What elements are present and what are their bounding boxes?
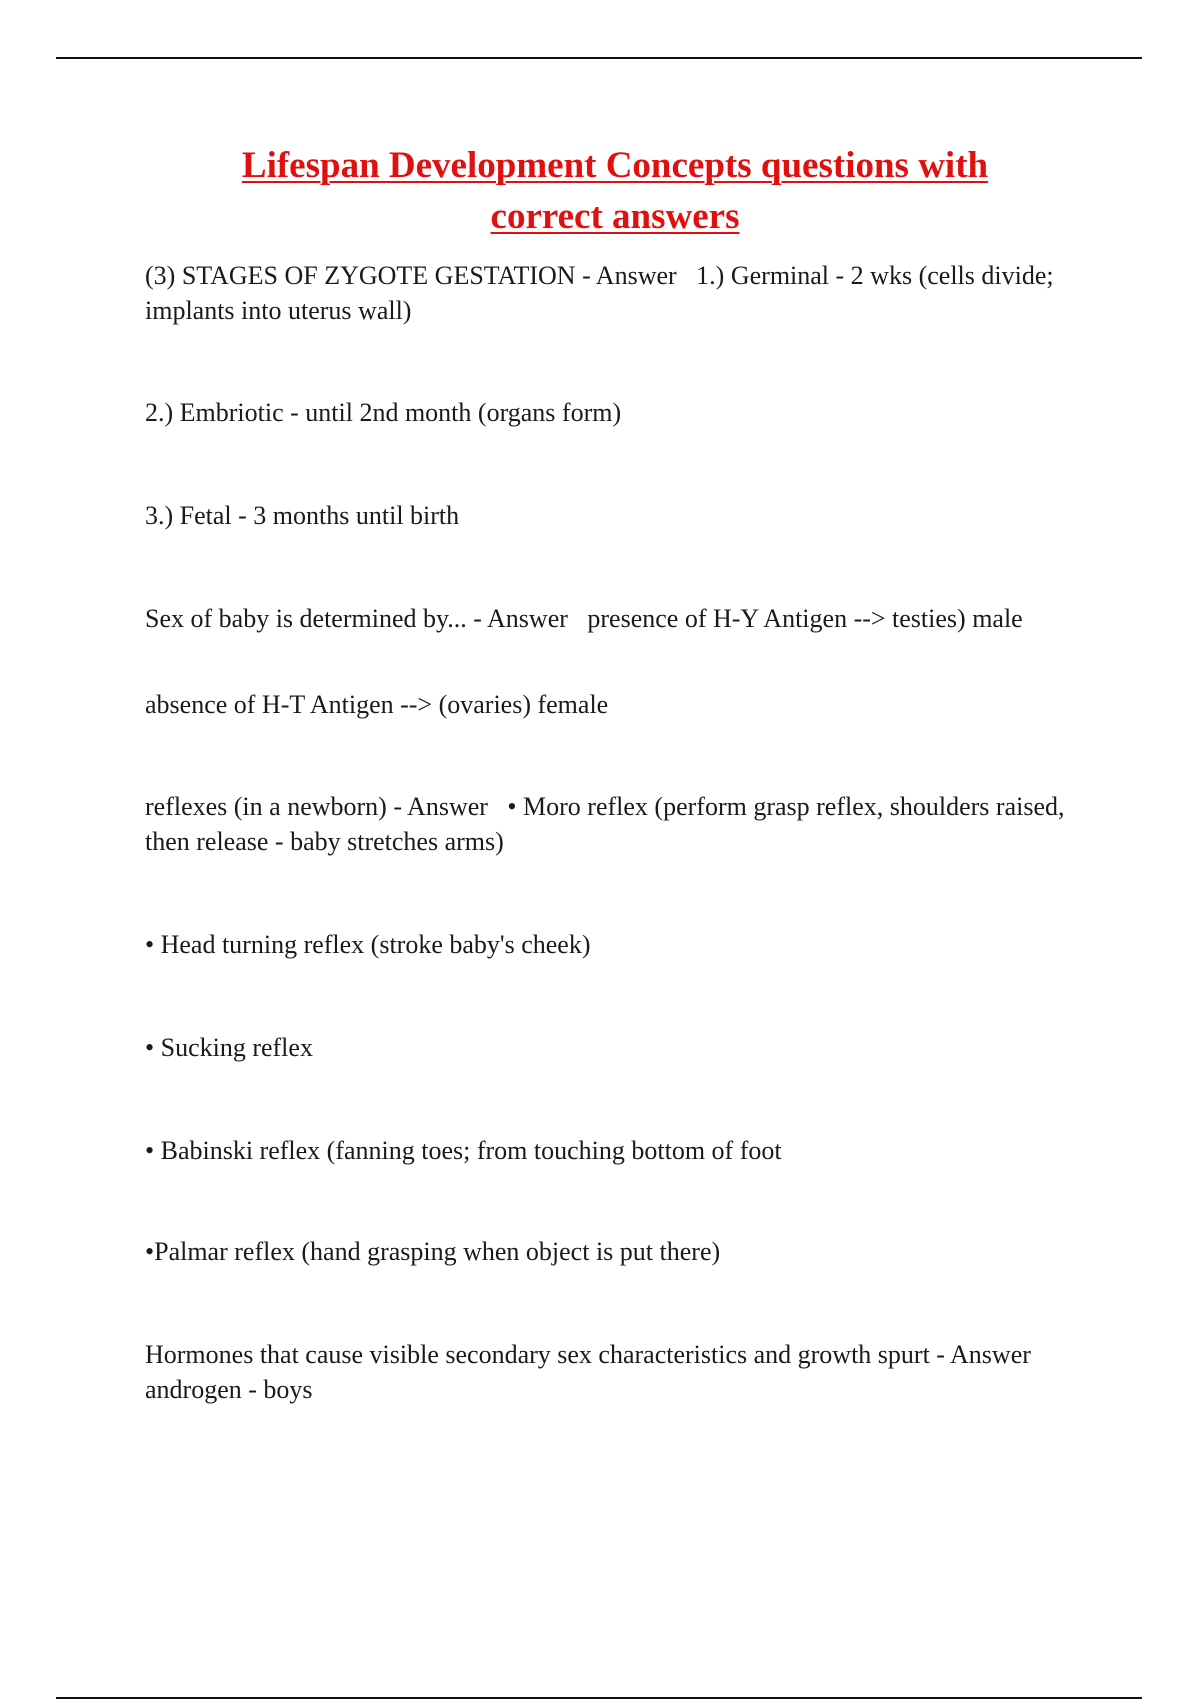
- paragraph-palmar-reflex: •Palmar reflex (hand grasping when object is put there): [145, 1237, 721, 1266]
- paragraph-stages-of-gestation: (3) STAGES OF ZYGOTE GESTATION - Answer 1.) Germinal - 2 wks (cells divide; implants into uterus wall): [145, 261, 1061, 325]
- title-line-2: correct answers: [490, 196, 740, 237]
- paragraph-reflexes: reflexes (in a newborn) - Answer • Moro reflex (perform grasp reflex, shoulders raised, then release - baby stretches arms): [145, 792, 1071, 856]
- document-title: [145, 140, 1085, 242]
- bottom-rule: [56, 1697, 1142, 1699]
- paragraph-head-turning-reflex: • Head turning reflex (stroke baby's cheek): [145, 930, 591, 959]
- paragraph-fetal: 3.) Fetal - 3 months until birth: [145, 501, 460, 530]
- paragraph-hormones: Hormones that cause visible secondary sex characteristics and growth spurt - Answer androgen - boys: [145, 1340, 1051, 1404]
- top-rule: [56, 57, 1142, 59]
- title-line-1: Lifespan Development Concepts questions with: [241, 145, 989, 186]
- paragraph-sex-determination: Sex of baby is determined by... - Answer presence of H-Y Antigen --> testies) male: [145, 604, 1023, 633]
- paragraph-babinski-reflex: • Babinski reflex (fanning toes; from touching bottom of foot: [145, 1136, 782, 1165]
- paragraph-sucking-reflex: • Sucking reflex: [145, 1033, 313, 1062]
- paragraph-absence-antigen: absence of H-T Antigen --> (ovaries) female: [145, 690, 609, 719]
- paragraph-embriotic: 2.) Embriotic - until 2nd month (organs form): [145, 398, 622, 427]
